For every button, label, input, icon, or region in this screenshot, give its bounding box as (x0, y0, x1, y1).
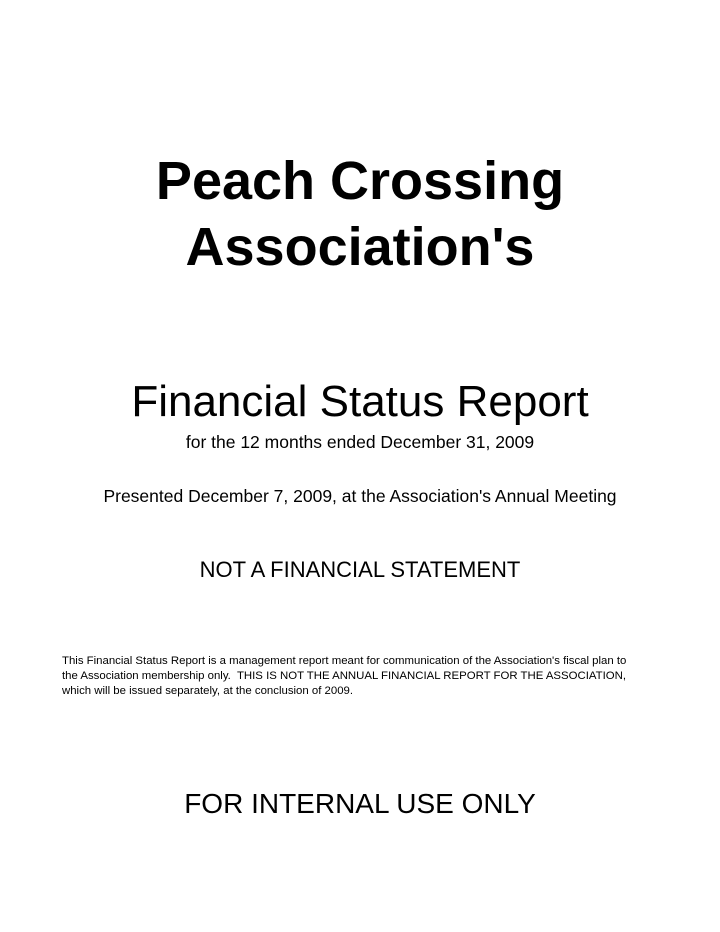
organization-title (0, 148, 720, 280)
disclaimer-line-2: the Association membership only. THIS IS NOT THE ANNUAL FINANCIAL REPORT FOR THE ASSOCIATION, (62, 670, 626, 682)
organization-title-line-2: Association's (185, 217, 535, 277)
disclaimer-line-1: This Financial Status Report is a management report meant for communication of the Association's fiscal plan to (62, 655, 627, 667)
disclaimer-line-3: which will be issued separately, at the conclusion of 2009. (62, 685, 354, 697)
disclaimer-paragraph (62, 654, 662, 699)
organization-title-line-1: Peach Crossing (155, 151, 565, 211)
internal-use-notice: FOR INTERNAL USE ONLY (184, 788, 536, 819)
presented-note: Presented December 7, 2009, at the Association's Annual Meeting (103, 486, 617, 506)
not-financial-statement-notice: NOT A FINANCIAL STATEMENT (199, 557, 521, 582)
report-period: for the 12 months ended December 31, 2009 (185, 432, 535, 452)
report-title: Financial Status Report (131, 377, 589, 426)
